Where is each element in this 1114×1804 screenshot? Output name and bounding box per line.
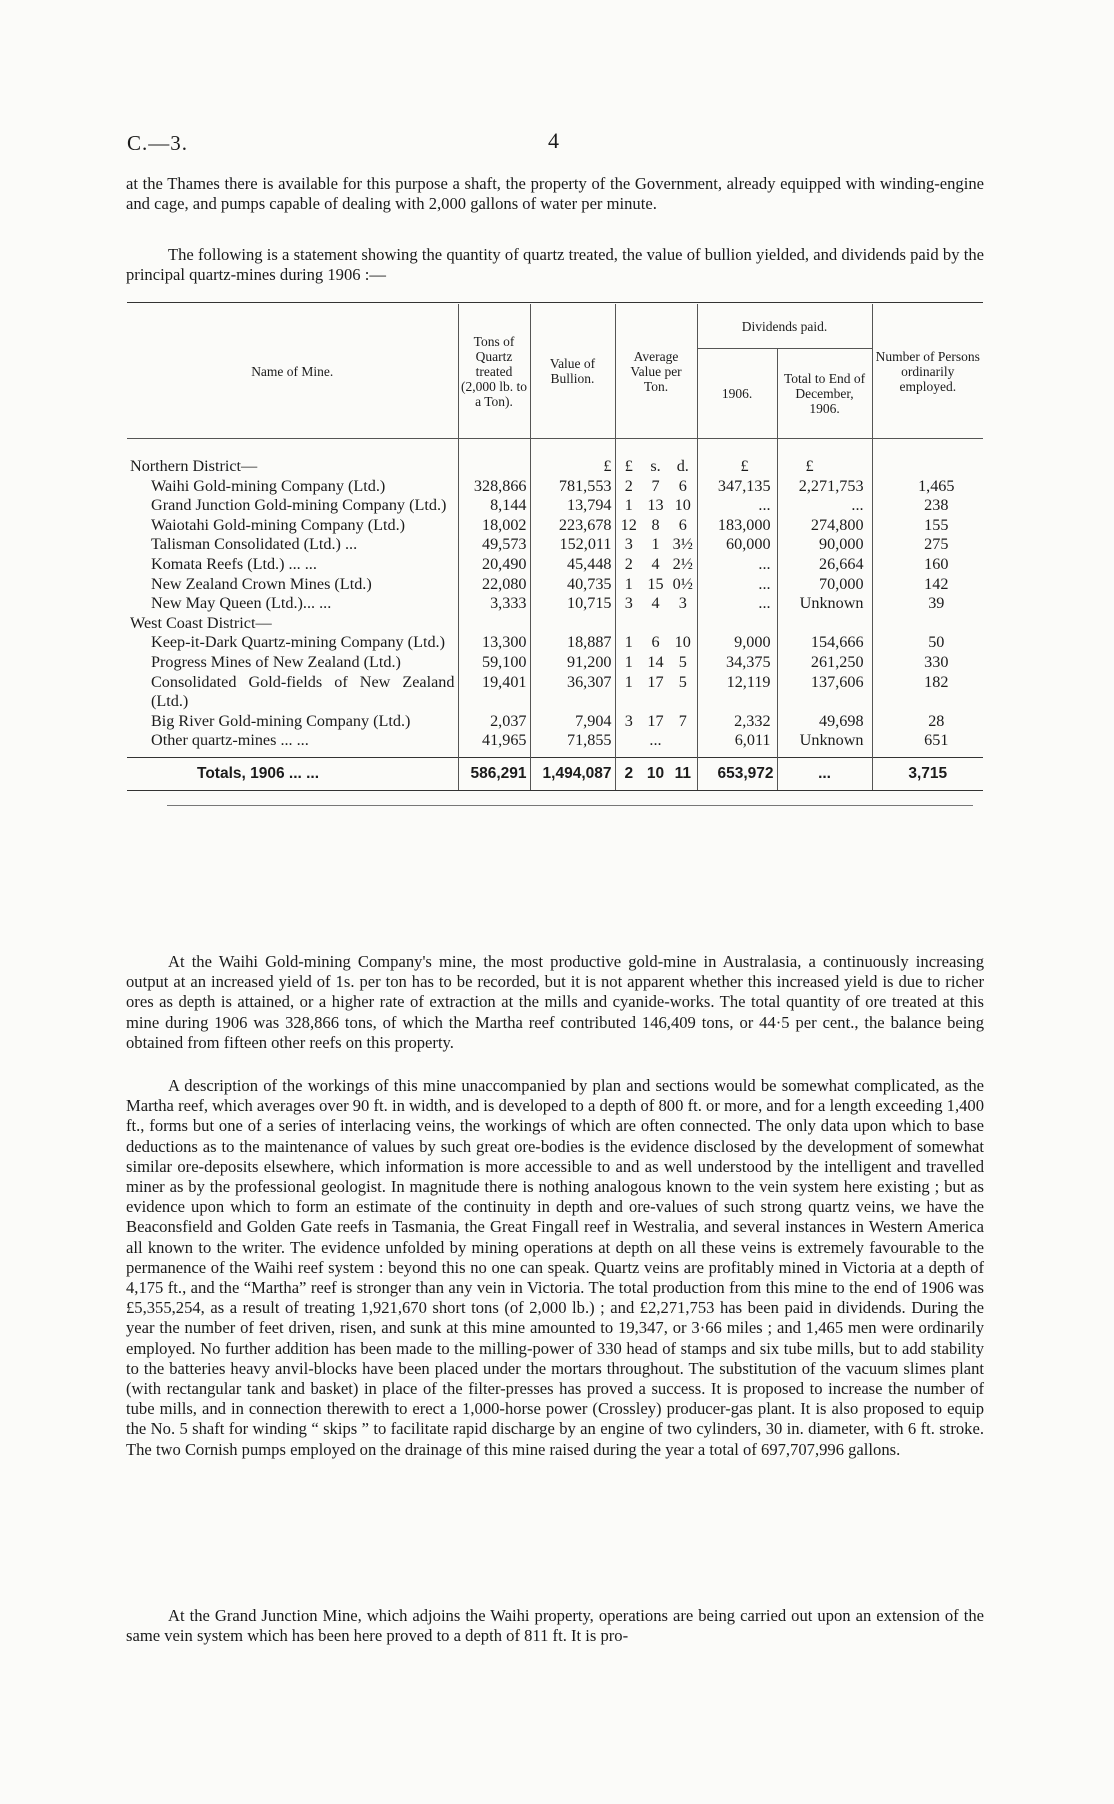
dividends-1906: 34,375 xyxy=(697,653,777,673)
mine-name: Grand Junction Gold-mining Company (Ltd.) xyxy=(127,496,458,516)
dividends-total: Unknown xyxy=(777,731,872,751)
tons-treated: 328,866 xyxy=(458,477,530,497)
tons-treated: 19,401 xyxy=(458,673,530,712)
dividends-total: 137,606 xyxy=(777,673,872,712)
statement-paragraph: The following is a statement showing the quantity of quartz treated, the value of bullion yielded, and dividends paid by the principal quartz-mines during 1906 :— xyxy=(126,245,984,285)
tons-treated: 20,490 xyxy=(458,555,530,575)
totals-row xyxy=(127,757,983,790)
header-dividends: Dividends paid. xyxy=(697,304,872,349)
dividends-1906: ... xyxy=(697,594,777,614)
tons-treated: 18,002 xyxy=(458,516,530,536)
dividends-total: Unknown xyxy=(777,594,872,614)
bullion-value: 223,678 xyxy=(530,516,615,536)
average-shillings: 7 xyxy=(651,476,660,495)
tons-treated: 59,100 xyxy=(458,653,530,673)
header-value: Value of Bullion. xyxy=(530,304,615,439)
average-pence: 3½ xyxy=(669,535,697,555)
average-shillings: 4 xyxy=(651,594,660,613)
currency-d: d. xyxy=(669,439,697,477)
currency-value: £ xyxy=(530,439,615,477)
average-pounds: 1 xyxy=(624,574,633,593)
paragraph-grand-junction: At the Grand Junction Mine, which adjoins the Waihi property, operations are being carried out upon an extension of the same vein system which has been here proved to a depth of 811 ft. It is pro- xyxy=(126,1606,984,1646)
totals-s: 10 xyxy=(642,757,669,790)
currency-div: £ xyxy=(697,439,777,477)
average-pence: 0½ xyxy=(669,575,697,595)
persons-employed: 651 xyxy=(924,731,949,750)
average-shillings: 6 xyxy=(651,633,660,652)
persons-employed: 275 xyxy=(924,535,949,554)
page-number: 4 xyxy=(548,128,559,153)
table-top-rule xyxy=(127,302,983,303)
persons-employed: 330 xyxy=(924,652,949,671)
table-row xyxy=(127,535,983,555)
persons-employed: 238 xyxy=(924,496,949,515)
totals-div: 653,972 xyxy=(697,757,777,790)
mine-name: Waiotahi Gold-mining Company (Ltd.) xyxy=(127,516,458,536)
section-west: West Coast District— xyxy=(127,614,458,634)
totals-tons: 586,291 xyxy=(458,757,530,790)
totals-l: 2 xyxy=(615,757,642,790)
persons-employed: 28 xyxy=(928,711,945,730)
bullion-value: 152,011 xyxy=(530,535,615,555)
mine-name: New May Queen (Ltd.)... ... xyxy=(127,594,458,614)
average-pence: 10 xyxy=(669,496,697,516)
totals-value: 1,494,087 xyxy=(530,757,615,790)
intro-paragraph: at the Thames there is available for this purpose a shaft, the property of the Government, already equipped with winding-engine and cage, and pumps capable of dealing with 2,000 gallons of water per minute. xyxy=(126,174,984,214)
table-row xyxy=(127,673,983,712)
tons-treated: 41,965 xyxy=(458,731,530,751)
report-code: C.—3. xyxy=(127,131,189,155)
persons-employed: 39 xyxy=(928,594,945,613)
bullion-value: 71,855 xyxy=(530,731,615,751)
table-row xyxy=(127,477,983,497)
persons-employed: 182 xyxy=(924,672,949,691)
currency-s: s. xyxy=(642,439,669,477)
average-shillings: ... xyxy=(649,731,662,750)
header-name-of-mine: Name of Mine. xyxy=(127,304,458,439)
dividends-1906: 9,000 xyxy=(697,633,777,653)
mine-name: Other quartz-mines ... ... xyxy=(127,731,458,751)
dividends-total: 70,000 xyxy=(777,575,872,595)
average-pounds: 1 xyxy=(624,496,633,515)
table-row xyxy=(127,516,983,536)
average-pence: 7 xyxy=(669,712,697,732)
quartz-mines-table xyxy=(127,304,983,791)
dividends-total: 2,271,753 xyxy=(777,477,872,497)
average-pounds: 1 xyxy=(624,633,633,652)
table-row xyxy=(127,731,983,751)
bullion-value: 13,794 xyxy=(530,496,615,516)
tons-treated: 2,037 xyxy=(458,712,530,732)
average-shillings: 17 xyxy=(647,672,664,691)
average-shillings: 17 xyxy=(647,711,664,730)
bullion-value: 18,887 xyxy=(530,633,615,653)
table-row xyxy=(127,633,983,653)
bullion-value: 45,448 xyxy=(530,555,615,575)
table-row xyxy=(127,653,983,673)
table-row xyxy=(127,594,983,614)
persons-employed: 50 xyxy=(928,633,945,652)
average-pence: 10 xyxy=(669,633,697,653)
dividends-total: ... xyxy=(777,496,872,516)
tons-treated: 3,333 xyxy=(458,594,530,614)
average-pounds: 12 xyxy=(620,515,637,534)
table-row xyxy=(127,496,983,516)
average-pounds: 1 xyxy=(624,672,633,691)
dividends-1906: 60,000 xyxy=(697,535,777,555)
table-row xyxy=(127,555,983,575)
mine-name: Talisman Consolidated (Ltd.) ... xyxy=(127,535,458,555)
bullion-value: 40,735 xyxy=(530,575,615,595)
average-pounds: 2 xyxy=(624,554,633,573)
dividends-1906: 6,011 xyxy=(697,731,777,751)
dividends-1906: 2,332 xyxy=(697,712,777,732)
average-pounds: 2 xyxy=(624,476,633,495)
average-shillings: 8 xyxy=(651,515,660,534)
header-persons: Number of Persons ordinarily employed. xyxy=(875,348,980,394)
dividends-1906: ... xyxy=(697,496,777,516)
header-average: Average Value per Ton. xyxy=(615,304,697,439)
mine-name: Waihi Gold-mining Company (Ltd.) xyxy=(127,477,458,497)
average-pence: 6 xyxy=(669,516,697,536)
average-shillings: 14 xyxy=(647,652,664,671)
bullion-value: 7,904 xyxy=(530,712,615,732)
header-tons: Tons of Quartz treated (2,000 lb. to a Ton). xyxy=(458,304,530,439)
mine-name: Consolidated Gold-fields of New Zealand (Ltd.) xyxy=(127,673,458,712)
header-div-1906: 1906. xyxy=(697,349,777,439)
average-pounds: 3 xyxy=(624,535,633,554)
average-pence xyxy=(669,731,697,751)
tons-treated: 13,300 xyxy=(458,633,530,653)
dividends-total: 154,666 xyxy=(777,633,872,653)
average-shillings: 13 xyxy=(647,496,664,515)
average-shillings: 4 xyxy=(651,554,660,573)
dividends-total: 90,000 xyxy=(777,535,872,555)
dividends-1906: ... xyxy=(697,575,777,595)
dividends-1906: ... xyxy=(697,555,777,575)
currency-l: £ xyxy=(615,439,642,477)
dividends-total: 261,250 xyxy=(777,653,872,673)
average-pounds: 1 xyxy=(624,652,633,671)
persons-employed: 142 xyxy=(924,574,949,593)
persons-employed: 1,465 xyxy=(918,476,955,495)
dividends-total: 49,698 xyxy=(777,712,872,732)
table-row xyxy=(127,712,983,732)
dividends-total: 274,800 xyxy=(777,516,872,536)
header-div-total: Total to End of December, 1906. xyxy=(777,349,872,439)
persons-employed: 160 xyxy=(924,554,949,573)
totals-persons: 3,715 xyxy=(872,757,983,790)
mine-name: Komata Reefs (Ltd.) ... ... xyxy=(127,555,458,575)
average-pounds xyxy=(615,731,642,751)
currency-total: £ xyxy=(777,439,872,477)
totals-d: 11 xyxy=(669,757,697,790)
bullion-value: 10,715 xyxy=(530,594,615,614)
table-row xyxy=(127,575,983,595)
persons-employed: 155 xyxy=(924,515,949,534)
mine-name: Keep-it-Dark Quartz-mining Company (Ltd.) xyxy=(127,633,458,653)
average-pence: 5 xyxy=(669,673,697,712)
dividends-1906: 183,000 xyxy=(697,516,777,536)
tons-treated: 49,573 xyxy=(458,535,530,555)
average-pence: 2½ xyxy=(669,555,697,575)
dividends-1906: 347,135 xyxy=(697,477,777,497)
average-pounds: 3 xyxy=(624,711,633,730)
section-northern: Northern District— xyxy=(127,439,458,477)
totals-label: Totals, 1906 ... ... xyxy=(127,757,458,790)
paragraph-waihi: At the Waihi Gold-mining Company's mine, the most productive gold-mine in Australasia, a continuously increasing output at an increased yield of 1s. per ton has to be recorded, but it is not apparent whether this increased yield is due to richer ores as depth is attained, or a higher rate of extraction at the mills and cyanide-works. The total quantity of ore treated at this mine during 1906 was 328,866 tons, of which the Martha reef contributed 146,409 tons, or 44·5 per cent., the balance being obtained from fifteen other reefs on this property. xyxy=(126,952,984,1052)
tons-treated: 22,080 xyxy=(458,575,530,595)
tons-treated: 8,144 xyxy=(458,496,530,516)
average-pence: 3 xyxy=(669,594,697,614)
bullion-value: 91,200 xyxy=(530,653,615,673)
dividends-1906: 12,119 xyxy=(697,673,777,712)
mine-name: Progress Mines of New Zealand (Ltd.) xyxy=(127,653,458,673)
average-shillings: 1 xyxy=(651,535,660,554)
totals-total: ... xyxy=(777,757,872,790)
average-pounds: 3 xyxy=(624,594,633,613)
average-pence: 6 xyxy=(669,477,697,497)
average-shillings: 15 xyxy=(647,574,664,593)
bullion-value: 36,307 xyxy=(530,673,615,712)
average-pence: 5 xyxy=(669,653,697,673)
mine-name: Big River Gold-mining Company (Ltd.) xyxy=(127,712,458,732)
dividends-total: 26,664 xyxy=(777,555,872,575)
bullion-value: 781,553 xyxy=(530,477,615,497)
table-bottom-rule xyxy=(167,805,973,806)
mine-name: New Zealand Crown Mines (Ltd.) xyxy=(127,575,458,595)
paragraph-description: A description of the workings of this mine unaccompanied by plan and sections would be somewhat complicated, as the Martha reef, which averages over 90 ft. in width, and is developed to a depth of 800 ft. or more, and for a length exceeding 1,400 ft., forms but one of a series of interlacing veins, the workings of which are often connected. The only data upon which to base deductions as to the maintenance of values by such great ore-bodies is the evidence disclosed by the development of somewhat similar ore-deposits elsewhere, which information is more accessible to and as well understood by the intelligent and travelled miner as by the professional geologist. In magnitude there is nothing analogous known to the vein system here existing ; but as evidence upon which to form an estimate of the continuity in depth and ore-values of such strong quartz veins, we have the Beaconsfield and Golden Gate reefs in Tasmania, the Great Fingall reef in Westralia, and several instances in Western America all known to the writer. The evidence unfolded by mining operations at depth on all these veins is extremely favourable to the permanence of the Waihi reef system : beyond this no one can speak. Quartz veins are profitably mined in Victoria at a depth of 4,175 ft., and the “Martha” reef is stronger than any vein in Victoria. The total production from this mine to the end of 1906 was £5,355,254, as a result of treating 1,921,670 short tons (of 2,000 lb.) ; and £2,271,753 has been paid in dividends. During the year the number of feet driven, risen, and sunk at this mine amounted to 19,347, or 3·66 miles ; and 1,465 men were ordinarily employed. No further addition has been made to the milling-power of 330 head of stamps and six tube mills, but to add stability to the batteries heavy anvil-blocks have been placed under the mortars throughout. The substitution of the vacuum slimes plant (with rectangular tank and basket) in place of the filter-presses has proved a success. It is proposed to increase the number of tube mills, and in connection therewith to erect a 1,000-horse power (Crossley) producer-gas plant. It is also proposed to equip the No. 5 shaft for winding “ skips ” to facilitate rapid discharge by an engine of two cylinders, 30 in. diameter, with 6 ft. stroke. The two Cornish pumps employed on the drainage of this mine raised during the year a total of 697,707,996 gallons. xyxy=(126,1076,984,1459)
